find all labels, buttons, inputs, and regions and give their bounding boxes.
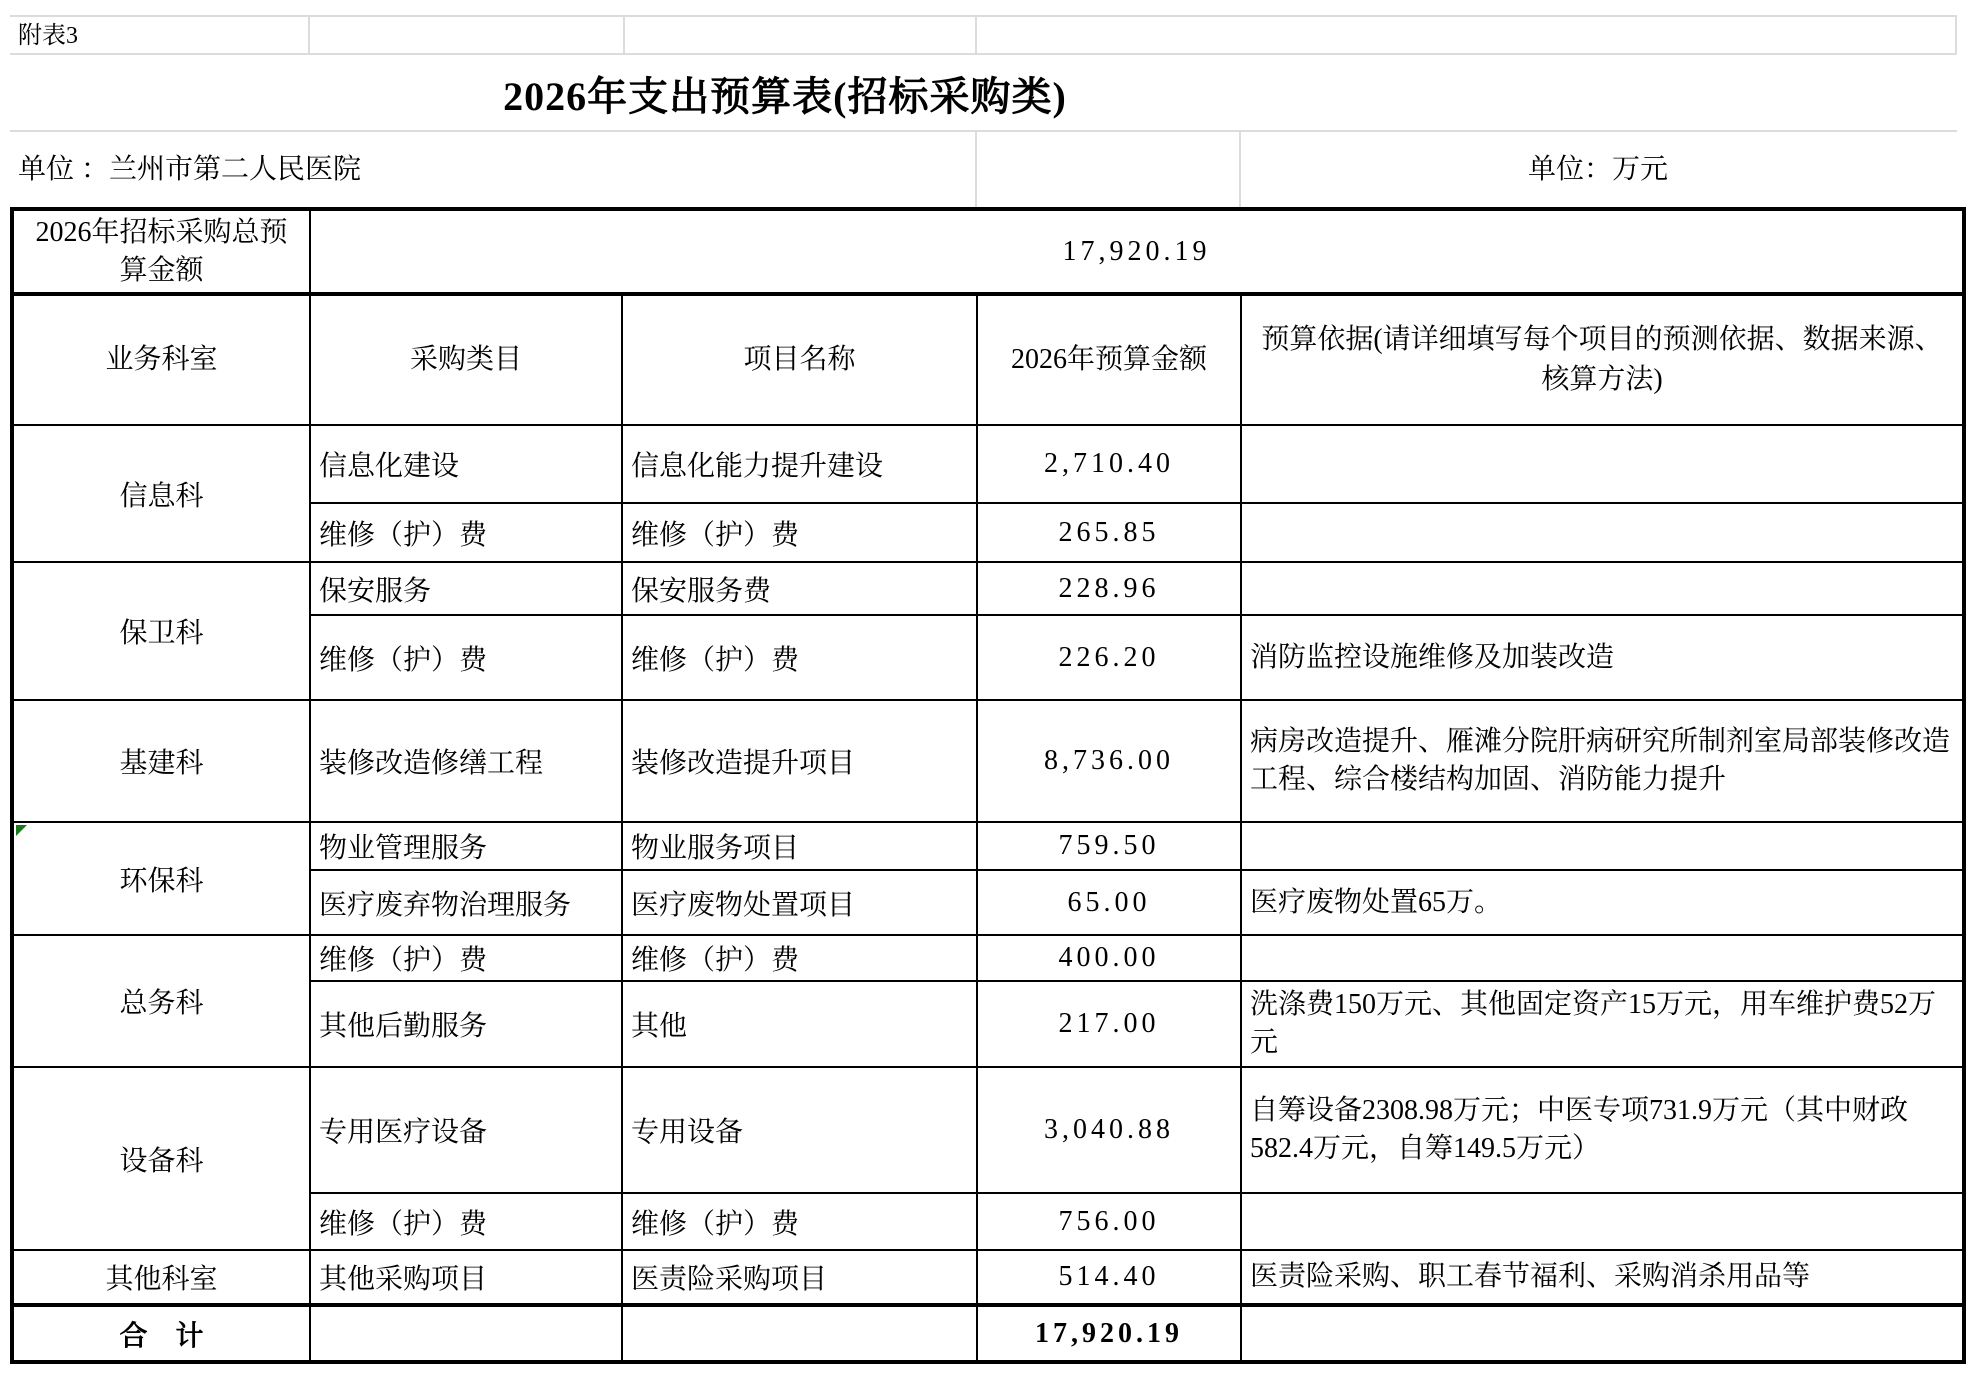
cell-amount[interactable]: 2,710.40 xyxy=(977,425,1241,503)
page-title: 2026年支出预算表(招标采购类) xyxy=(503,74,1067,119)
cell-basis[interactable] xyxy=(1241,935,1964,981)
cell-dept[interactable] xyxy=(12,822,310,935)
cell-amount[interactable]: 226.20 xyxy=(977,615,1241,700)
cell-basis[interactable]: 病房改造提升、雁滩分院肝病研究所制剂室局部装修改造工程、综合楼结构加固、消防能力提升 xyxy=(1241,700,1964,822)
cell-project[interactable]: 维修（护）费 xyxy=(622,935,977,981)
col-header-amount[interactable]: 2026年预算金额 xyxy=(977,294,1241,425)
cell-dept[interactable]: 设备科 xyxy=(12,1067,310,1250)
cell-category[interactable]: 维修（护）费 xyxy=(310,615,622,700)
unit-name-label: 单位 ：兰州市第二人民医院 xyxy=(18,154,362,185)
cell-empty[interactable] xyxy=(310,1305,622,1362)
cell-basis[interactable] xyxy=(1241,503,1964,562)
col-header-project[interactable]: 项目名称 xyxy=(622,294,977,425)
cell-dept[interactable]: 保卫科 xyxy=(12,562,310,700)
cell-project[interactable]: 其他 xyxy=(622,981,977,1067)
cell-project[interactable]: 维修（护）费 xyxy=(622,615,977,700)
cell-dept[interactable]: 总务科 xyxy=(12,935,310,1067)
cell-amount[interactable]: 400.00 xyxy=(977,935,1241,981)
gridline xyxy=(308,17,310,53)
cell-category[interactable]: 维修（护）费 xyxy=(310,1193,622,1250)
cell-project[interactable]: 专用设备 xyxy=(622,1067,977,1193)
cell-category[interactable]: 物业管理服务 xyxy=(310,822,622,870)
cell-amount[interactable]: 228.96 xyxy=(977,562,1241,615)
title-row xyxy=(10,55,1957,132)
cell-project[interactable]: 维修（护）费 xyxy=(622,1193,977,1250)
gridline xyxy=(623,17,625,53)
cell-amount[interactable]: 756.00 xyxy=(977,1193,1241,1250)
cell-basis[interactable]: 自筹设备2308.98万元；中医专项731.9万元（其中财政582.4万元，自筹149.5万元） xyxy=(1241,1067,1964,1193)
table-row xyxy=(12,562,1964,615)
cell-basis[interactable] xyxy=(1241,822,1964,870)
cell-amount[interactable]: 514.40 xyxy=(977,1250,1241,1305)
cell-basis[interactable]: 医责险采购、职工春节福利、采购消杀用品等 xyxy=(1241,1250,1964,1305)
cell-amount[interactable]: 217.00 xyxy=(977,981,1241,1067)
cell-category[interactable]: 保安服务 xyxy=(310,562,622,615)
appendix-row xyxy=(10,15,1957,55)
table-row xyxy=(12,209,1964,294)
cell-category[interactable]: 专用医疗设备 xyxy=(310,1067,622,1193)
cell-error-marker-icon xyxy=(16,825,27,836)
col-header-category[interactable]: 采购类目 xyxy=(310,294,622,425)
table-total-row xyxy=(12,1305,1964,1362)
table-row xyxy=(12,935,1964,981)
unit-row xyxy=(10,132,1957,207)
total-budget-label[interactable]: 2026年招标采购总预算金额 xyxy=(12,209,310,294)
cell-category[interactable]: 信息化建设 xyxy=(310,425,622,503)
cell-dept-label: 环保科 xyxy=(119,865,204,897)
total-budget-amount[interactable]: 17,920.19 xyxy=(310,209,1964,294)
cell-basis[interactable] xyxy=(1241,1193,1964,1250)
cell-project[interactable]: 装修改造提升项目 xyxy=(622,700,977,822)
cell-amount[interactable]: 265.85 xyxy=(977,503,1241,562)
cell-project[interactable]: 物业服务项目 xyxy=(622,822,977,870)
cell-basis[interactable]: 医疗废物处置65万。 xyxy=(1241,870,1964,935)
cell-category[interactable]: 维修（护）费 xyxy=(310,503,622,562)
table-row xyxy=(12,700,1964,822)
cell-project[interactable]: 医责险采购项目 xyxy=(622,1250,977,1305)
total-amount[interactable]: 17,920.19 xyxy=(977,1305,1241,1362)
appendix-label: 附表3 xyxy=(18,23,78,49)
cell-category[interactable]: 医疗废弃物治理服务 xyxy=(310,870,622,935)
cell-amount[interactable]: 759.50 xyxy=(977,822,1241,870)
cell-category[interactable]: 其他采购项目 xyxy=(310,1250,622,1305)
table-row xyxy=(12,822,1964,870)
gridline xyxy=(975,17,977,53)
table-row xyxy=(12,425,1964,503)
cell-basis[interactable]: 消防监控设施维修及加装改造 xyxy=(1241,615,1964,700)
total-label[interactable]: 合 计 xyxy=(12,1305,310,1362)
cell-basis[interactable] xyxy=(1241,562,1964,615)
cell-dept[interactable]: 其他科室 xyxy=(12,1250,310,1305)
cell-dept[interactable]: 信息科 xyxy=(12,425,310,562)
cell-category[interactable]: 维修（护）费 xyxy=(310,935,622,981)
cell-basis[interactable]: 洗涤费150万元、其他固定资产15万元，用车维护费52万元 xyxy=(1241,981,1964,1067)
col-header-dept[interactable]: 业务科室 xyxy=(12,294,310,425)
cell-project[interactable]: 维修（护）费 xyxy=(622,503,977,562)
cell-empty[interactable] xyxy=(622,1305,977,1362)
cell-category[interactable]: 装修改造修缮工程 xyxy=(310,700,622,822)
cell-empty[interactable] xyxy=(1241,1305,1964,1362)
unit-currency-label: 单位：万元 xyxy=(1527,154,1668,185)
gridline xyxy=(975,132,977,207)
cell-basis[interactable] xyxy=(1241,425,1964,503)
table-row xyxy=(12,1067,1964,1193)
col-header-basis[interactable]: 预算依据(请详细填写每个项目的预测依据、数据来源、核算方法) xyxy=(1241,294,1964,425)
table-header-row xyxy=(12,294,1964,425)
cell-project[interactable]: 信息化能力提升建设 xyxy=(622,425,977,503)
cell-category[interactable]: 其他后勤服务 xyxy=(310,981,622,1067)
cell-project[interactable]: 医疗废物处置项目 xyxy=(622,870,977,935)
cell-dept[interactable]: 基建科 xyxy=(12,700,310,822)
table-row xyxy=(12,1250,1964,1305)
cell-amount[interactable]: 65.00 xyxy=(977,870,1241,935)
cell-project[interactable]: 保安服务费 xyxy=(622,562,977,615)
cell-amount[interactable]: 8,736.00 xyxy=(977,700,1241,822)
cell-amount[interactable]: 3,040.88 xyxy=(977,1067,1241,1193)
budget-table xyxy=(10,207,1966,1364)
